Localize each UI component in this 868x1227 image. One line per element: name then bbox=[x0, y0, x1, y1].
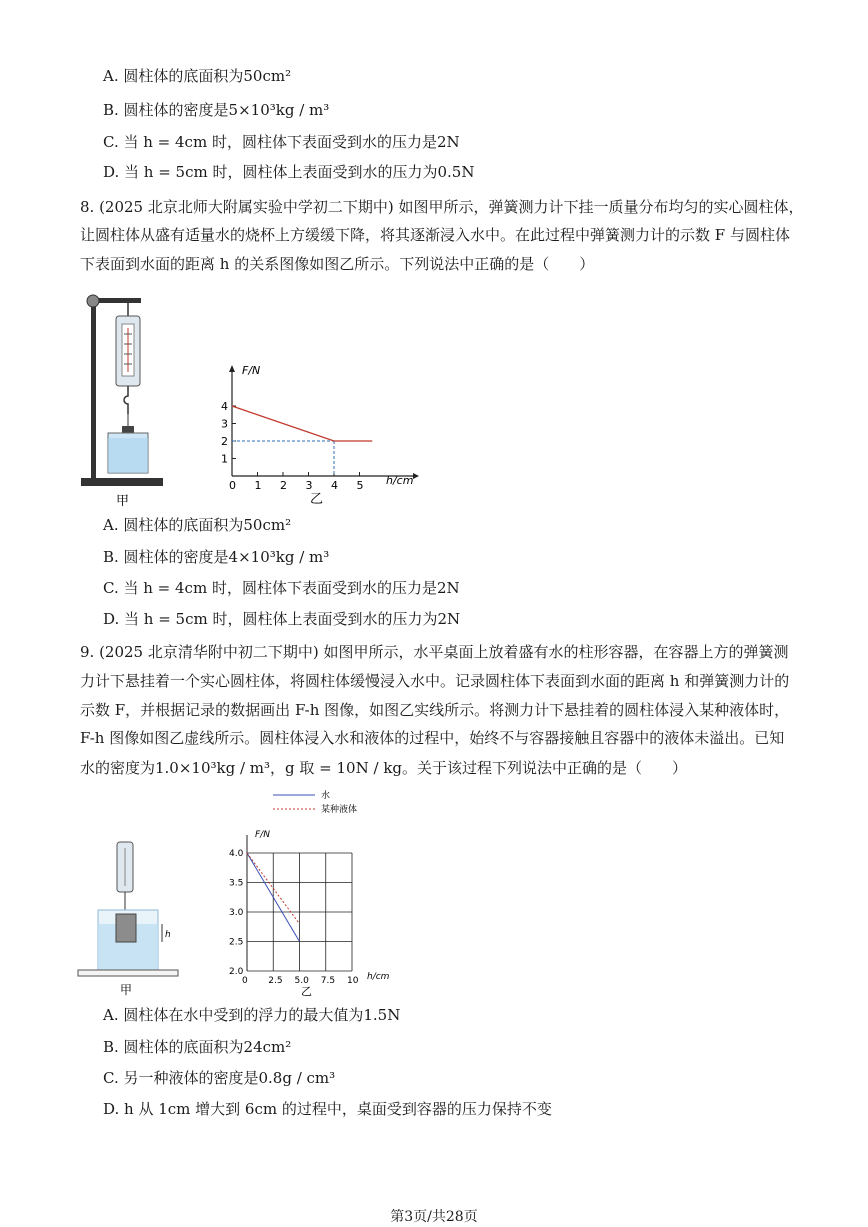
q9-fh-chart bbox=[225, 785, 405, 1000]
x-axis-arrow bbox=[413, 473, 419, 479]
y-tick-label: 1 bbox=[221, 452, 228, 466]
y-tick-label: 3 bbox=[221, 417, 228, 431]
y-axis-arrow bbox=[229, 365, 235, 372]
q7-option-d: D. 当 h = 5cm 时，圆柱体上表面受到水的压力为0.5N bbox=[103, 163, 475, 181]
q8-apparatus-figure bbox=[76, 288, 176, 510]
stand-pole bbox=[91, 298, 96, 480]
q7-option-c: C. 当 h = 4cm 时，圆柱体下表面受到水的压力是2N bbox=[103, 133, 460, 151]
legend-solid-label: 水 bbox=[321, 791, 331, 801]
x-axis-label: h/cm bbox=[367, 972, 390, 982]
q9-option-c: C. 另一种液体的密度是0.8g / cm³ bbox=[103, 1069, 336, 1087]
y-tick-label: 2.0 bbox=[229, 967, 244, 977]
q8-stem-line-1: 8. (2025 北京北师大附属实验中学初二下期中) 如图甲所示，弹簧测力计下挂一质量分布均匀的实心圆柱体， bbox=[80, 198, 804, 216]
q9-option-b: B. 圆柱体的底面积为24cm² bbox=[103, 1038, 292, 1056]
q8-stem-line-3: 下表面到水面的距离 h 的关系图像如图乙所示。下列说法中正确的是（ ） bbox=[80, 255, 595, 273]
y-tick-label: 3.0 bbox=[229, 908, 244, 918]
q9-fig-jia-label: 甲 bbox=[120, 983, 133, 997]
q7-option-b: B. 圆柱体的密度是5×10³kg / m³ bbox=[103, 101, 330, 119]
table bbox=[78, 970, 178, 976]
x-tick-label: 7.5 bbox=[320, 976, 336, 986]
q9-stem-line-4: F-h 图像如图乙虚线所示。圆柱体浸入水和液体的过程中，始终不与容器接触且容器中的液体未溢出。已知 bbox=[80, 729, 785, 747]
q8-option-a: A. 圆柱体的底面积为50cm² bbox=[103, 516, 292, 534]
y-axis-label: F/N bbox=[255, 830, 270, 840]
y-tick-label: 4.0 bbox=[229, 849, 244, 859]
x-tick-label: 3 bbox=[305, 479, 313, 492]
q9-option-a: A. 圆柱体在水中受到的浮力的最大值为1.5N bbox=[103, 1006, 401, 1024]
page-footer: 第3页/共28页 bbox=[390, 1209, 478, 1225]
svg-text:h: h bbox=[165, 930, 171, 940]
q9-stem-line-5: 水的密度为1.0×10³kg / m³，g 取 = 10N / kg。关于该过程下列说法中正确的是（ ） bbox=[80, 759, 688, 777]
q9-stem-line-2: 力计下悬挂着一个实心圆柱体，将圆柱体缓慢浸入水中。记录圆柱体下表面到水面的距离 h 和弹簧测力计的 bbox=[80, 672, 790, 690]
q8-option-b: B. 圆柱体的密度是4×10³kg / m³ bbox=[103, 548, 330, 566]
legend-dashed-label: 某种液体 bbox=[321, 805, 358, 815]
x-tick-label: 10 bbox=[347, 976, 359, 986]
q9-fig-yi-label: 乙 bbox=[301, 985, 312, 998]
y-tick-label: 2 bbox=[221, 435, 228, 448]
cylinder bbox=[116, 914, 136, 942]
q8-fig-jia-label: 甲 bbox=[116, 494, 130, 509]
q8-option-c: C. 当 h = 4cm 时，圆柱体下表面受到水的压力是2N bbox=[103, 579, 460, 597]
x-tick-label: 1 bbox=[254, 479, 262, 492]
x-tick-label: 2.5 bbox=[268, 976, 283, 986]
x-axis-label: h/cm bbox=[386, 474, 414, 487]
clamp-knob bbox=[87, 295, 99, 307]
x-tick-label: 5 bbox=[356, 479, 364, 492]
y-tick-label: 4 bbox=[221, 400, 228, 413]
q8-option-d: D. 当 h = 5cm 时，圆柱体上表面受到水的压力为2N bbox=[103, 610, 461, 628]
q8-stem-line-2: 让圆柱体从盛有适量水的烧杯上方缓缓下降，将其逐渐浸入水中。在此过程中弹簧测力计的示数 F 与圆柱体 bbox=[80, 226, 790, 244]
y-axis-label: F/N bbox=[242, 364, 261, 377]
q8-fig-yi-label: 乙 bbox=[310, 492, 324, 507]
x-tick-label: 0 bbox=[242, 976, 248, 986]
q9-apparatus-figure bbox=[76, 838, 186, 998]
q7-option-a: A. 圆柱体的底面积为50cm² bbox=[103, 67, 292, 85]
q9-option-d: D. h 从 1cm 增大到 6cm 的过程中，桌面受到容器的压力保持不变 bbox=[103, 1100, 552, 1118]
x-tick-label: 4 bbox=[331, 479, 338, 492]
x-tick-label: 0 bbox=[229, 479, 236, 492]
q8-fh-chart bbox=[218, 358, 428, 508]
q9-stem-line-3: 示数 F，并根据记录的数据画出 F-h 图像，如图乙实线所示。将测力计下悬挂着的圆柱体浸入某种液体时， bbox=[80, 701, 790, 719]
y-tick-label: 2.5 bbox=[229, 937, 244, 948]
x-tick-label: 2 bbox=[280, 479, 287, 492]
q9-stem-line-1: 9. (2025 北京清华附中初二下期中) 如图甲所示，水平桌面上放着盛有水的柱形容器，在容器上方的弹簧测 bbox=[80, 643, 789, 661]
series-line bbox=[232, 406, 372, 441]
y-tick-label: 3.5 bbox=[229, 878, 244, 889]
x-tick-label: 5.0 bbox=[294, 976, 309, 986]
